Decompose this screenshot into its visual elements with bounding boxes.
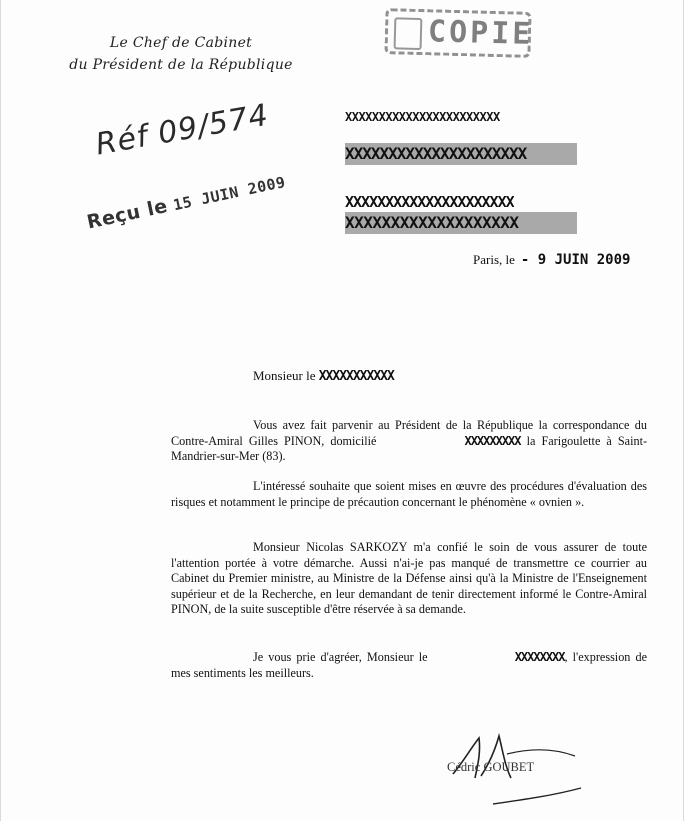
address-redaction-1: XXXXXXXXXXXXXXXXXXXXXXX <box>345 110 500 124</box>
paragraph-3 <box>171 540 647 618</box>
copie-stamp-text: COPIE <box>427 14 534 52</box>
letterhead-line-2: du Président de la République <box>69 57 293 73</box>
paragraph-4-text-b: , l'expression de mes sentiments les meilleurs. <box>171 650 648 680</box>
signer-name: Cédric GOUBET <box>447 760 535 774</box>
copie-stamp <box>384 8 534 58</box>
dateline-place: Paris, le <box>473 252 515 267</box>
paragraph-3-text: Monsieur Nicolas SARKOZY m'a confié le soin de vous assurer de toute l'attention portée à votre démarche. Aussi n'ai-je pas manqué de transmettre ce courrier au Cabinet du Premier ministre, au Ministre de la Défense ainsi qu'à la Ministre de l'Enseignement supérieur et de la Recherche, en leur demandant de tenir directement informé le Contre-Amiral PINON, de la suite susceptible d'être réservée à sa demande. <box>171 540 647 616</box>
dateline <box>473 252 630 268</box>
paragraph-1-text-b: la Farigoulette à Saint-Mandrier-sur-Mer (83). <box>171 433 648 463</box>
received-stamp <box>85 170 287 234</box>
paragraph-4 <box>171 650 647 681</box>
dateline-date: - 9 JUIN 2009 <box>520 252 631 268</box>
handwritten-reference: Réf 09/574 <box>93 97 272 163</box>
paragraph-4-redaction: XXXXXXXX <box>514 650 565 664</box>
paragraph-2-text: L'intéressé souhaite que soient mises en œuvre des procédures d'évaluation des risques et notamment le principe de précaution concernant le phénomène « ovnien ». <box>171 479 647 509</box>
paragraph-2 <box>171 479 647 510</box>
address-redaction-3: XXXXXXXXXXXXXXXXXXXXX <box>345 193 514 211</box>
address-redaction-4: XXXXXXXXXXXXXXXXXXX <box>345 212 577 234</box>
salutation <box>253 368 394 384</box>
received-stamp-label: Reçu le <box>85 194 170 234</box>
received-stamp-date: 15 JUIN 2009 <box>171 172 288 215</box>
paragraph-4-text-a: Je vous prie d'agréer, Monsieur le <box>253 650 428 664</box>
seal-icon <box>394 17 423 50</box>
salutation-prefix: Monsieur le <box>253 368 316 383</box>
salutation-redaction: XXXXXXXXXXX <box>318 369 394 384</box>
letterhead <box>61 32 301 76</box>
address-redaction-2: XXXXXXXXXXXXXXXXXXXXX <box>345 143 577 165</box>
letterhead-line-1: Le Chef de Cabinet <box>109 35 253 51</box>
paragraph-1 <box>171 418 647 465</box>
paragraph-1-text-a: Vous avez fait parvenir au Président de la République la correspondance du Contre-Amiral Gilles PINON, domicilié <box>171 418 647 448</box>
paragraph-1-redaction: XXXXXXXXX <box>464 433 521 448</box>
